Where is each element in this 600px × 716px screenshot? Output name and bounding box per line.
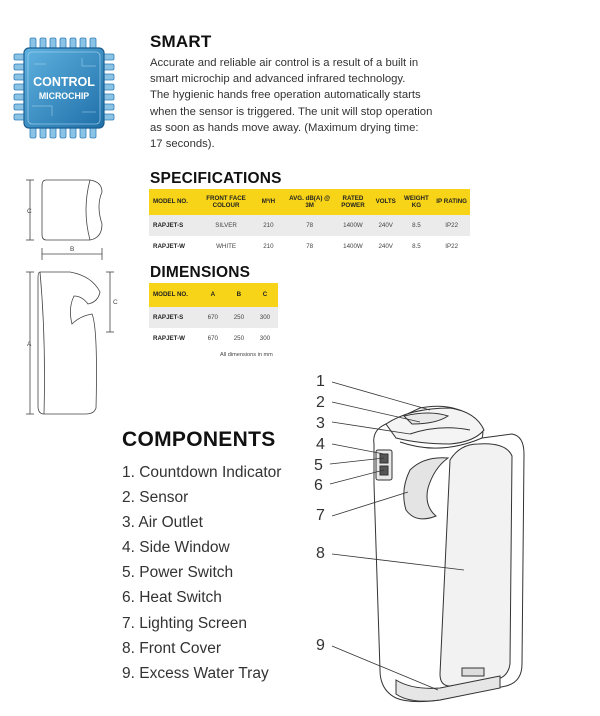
col-c: C — [252, 283, 278, 307]
cell: 78 — [306, 243, 314, 250]
table-header-row — [149, 189, 470, 215]
dim-label-b: B — [70, 246, 75, 253]
table-row — [149, 236, 470, 257]
list-item: 5. Power Switch — [122, 564, 234, 582]
callout-7: 7 — [316, 507, 325, 524]
col-model: MODEL NO. — [149, 283, 200, 307]
dimensions-heading: DIMENSIONS — [150, 264, 251, 281]
cell: SILVER — [200, 215, 251, 236]
col-avg-db: AVG. dB(A) @ 3M — [285, 189, 334, 215]
list-item: 4. Side Window — [122, 539, 230, 557]
dim-label-a: A — [27, 341, 32, 348]
dim-label-c-side: C — [113, 299, 118, 306]
callout-4: 4 — [316, 436, 325, 453]
cell: 300 — [252, 307, 278, 328]
col-ip-rating: IP RATING — [433, 189, 470, 215]
components-heading: COMPONENTS — [122, 428, 276, 451]
cell: IP22 — [433, 215, 470, 236]
cell: IP22 — [445, 243, 459, 250]
cell: 670 — [207, 335, 218, 342]
col-front-face-colour: FRONT FACE COLOUR — [200, 189, 251, 215]
callout-9: 9 — [316, 637, 325, 654]
table-row — [149, 215, 470, 236]
cell: WHITE — [216, 243, 236, 250]
dimension-drawings — [0, 168, 130, 430]
cell: 210 — [252, 215, 285, 236]
callout-2: 2 — [316, 394, 325, 411]
list-item: 8. Front Cover — [122, 639, 222, 657]
col-volts: VOLTS — [372, 189, 400, 215]
table-row — [149, 328, 278, 349]
cell: 1400W — [343, 243, 363, 250]
col-m3h: M³/H — [252, 189, 285, 215]
col-rated-power: RATED POWER — [334, 189, 372, 215]
callout-5: 5 — [314, 457, 323, 474]
smart-line: when the sensor is triggered. The unit will stop operation — [150, 105, 433, 118]
callout-1: 1 — [316, 373, 325, 390]
smart-heading: SMART — [150, 32, 212, 51]
microchip-icon — [12, 36, 116, 140]
chip-label-line1: CONTROL — [33, 75, 95, 89]
cell: 670 — [200, 307, 226, 328]
callout-8: 8 — [316, 545, 325, 562]
cell: 1400W — [334, 215, 372, 236]
col-a: A — [200, 283, 226, 307]
list-item: 7. Lighting Screen — [122, 614, 247, 632]
dimensions-table — [149, 283, 278, 349]
control-microchip-badge — [12, 36, 116, 140]
chip-label-line2: MICROCHIP — [38, 91, 90, 101]
list-item: 9. Excess Water Tray — [122, 664, 269, 682]
smart-line: 17 seconds). — [150, 138, 215, 151]
side-view-outline — [38, 272, 100, 414]
col-model: MODEL NO. — [149, 189, 200, 215]
top-view-outline — [42, 180, 102, 240]
cell: 250 — [233, 335, 245, 342]
cell: 250 — [226, 307, 252, 328]
callout-3: 3 — [316, 415, 325, 432]
dimensions-note: All dimensions in mm — [220, 352, 273, 358]
cell: 8.5 — [412, 243, 421, 250]
specifications-table — [149, 189, 470, 257]
smart-line: The hygienic hands free operation automatically starts — [150, 89, 421, 102]
cell: 300 — [259, 335, 271, 342]
list-item: 1. Countdown Indicator — [122, 464, 282, 481]
callout-6: 6 — [314, 477, 323, 494]
smart-description — [150, 55, 440, 152]
cell: 240V — [378, 243, 393, 250]
components-list — [122, 462, 281, 688]
cell: RAPJET-W — [153, 243, 185, 250]
cell: RAPJET-S — [149, 307, 200, 328]
smart-line: as soon as hands move away. (Maximum drying time: — [150, 121, 419, 134]
cell: RAPJET-S — [149, 215, 200, 236]
cell: RAPJET-W — [153, 335, 185, 342]
list-item: 3. Air Outlet — [122, 514, 203, 532]
col-weight: WEIGHT KG — [400, 189, 434, 215]
table-row — [149, 307, 278, 328]
table-header-row — [149, 283, 278, 307]
specifications-heading: SPECIFICATIONS — [150, 170, 282, 187]
col-b: B — [226, 283, 252, 307]
cell: 78 — [285, 215, 334, 236]
hand-dryer-illustration — [300, 364, 540, 716]
cell: 210 — [263, 243, 274, 250]
cell: 240V — [372, 215, 400, 236]
smart-line: Accurate and reliable air control is a result of a built in — [150, 57, 419, 69]
cell: 8.5 — [400, 215, 434, 236]
list-item: 6. Heat Switch — [122, 589, 222, 607]
list-item: 2. Sensor — [122, 489, 189, 507]
dim-label-c-top: C — [27, 208, 32, 215]
smart-line: smart microchip and advanced infrared technology. — [150, 73, 406, 86]
